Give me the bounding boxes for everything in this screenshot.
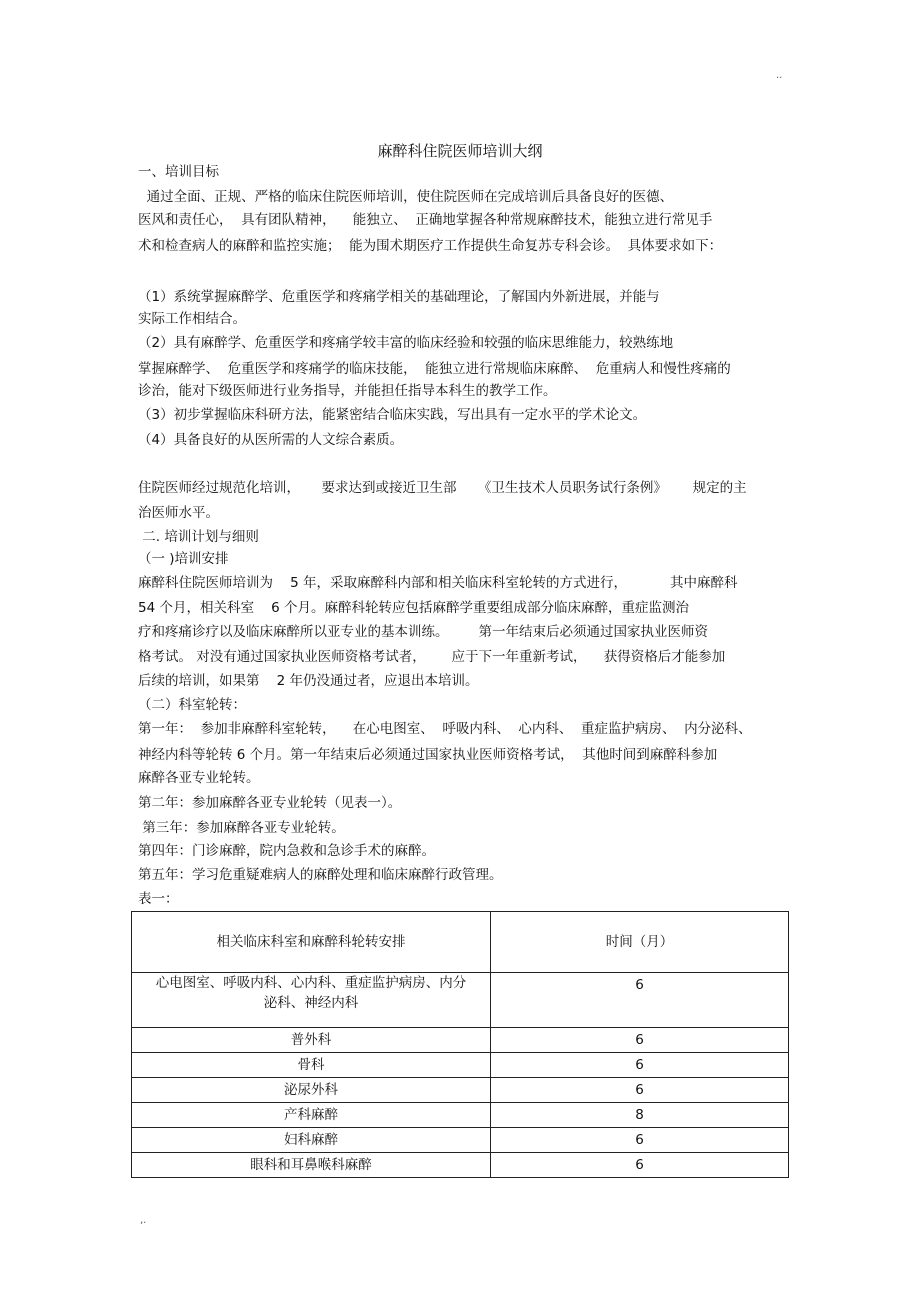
table-cell: 产科麻醉 [132, 1103, 491, 1128]
table-cell: 骨科 [132, 1053, 491, 1078]
table-row [132, 1128, 789, 1153]
text-line: （一 )培训安排 [138, 551, 229, 567]
text-line: 后续的培训，如果第 2 年仍没通过者，应退出本培训。 [138, 673, 479, 689]
text-line: 术和检查病人的麻醉和监控实施； 能为围术期医疗工作提供生命复苏专科会诊。 具体要求如下： [138, 238, 723, 254]
text-line: （2）具有麻醉学、危重医学和疼痛学较丰富的临床经验和较强的临床思维能力，较熟练地 [138, 335, 674, 351]
table-cell: 心电图室、呼吸内科、心内科、重症监护病房、内分泌科、神经内科 [132, 973, 491, 1028]
text-line: 第一年： 参加非麻醉科室轮转， 在心电图室、 呼吸内科、 心内科、 重症监护病房、 内分泌科、 [138, 721, 752, 737]
page-title: 麻醉科住院医师培训大纲 [377, 142, 543, 160]
table-row [132, 1103, 789, 1128]
table-cell: 泌尿外科 [132, 1078, 491, 1103]
text-line: 诊治，能对下级医师进行业务指导，并能担任指导本科生的教学工作。 [138, 383, 557, 399]
table-row [132, 1153, 789, 1178]
text-line: 54 个月，相关科室 6 个月。麻醉科轮转应包括麻醉学重要组成部分临床麻醉，重症监测治 [138, 600, 690, 616]
text-line: 住院医师经过规范化培训， 要求达到或接近卫生部 《卫生技术人员职务试行条例》 规定的主 [138, 480, 747, 496]
table-header: 相关临床科室和麻醉科轮转安排 [132, 912, 491, 973]
table-row [132, 973, 789, 1028]
text-line: 医风和责任心， 具有团队精神， 能独立、 正确地掌握各种常规麻醉技术，能独立进行常见手 [138, 212, 713, 228]
corner-mark: .. [776, 70, 783, 81]
rotation-table [131, 911, 789, 1178]
table-cell: 普外科 [132, 1028, 491, 1053]
text-line: 一、培训目标 [138, 164, 219, 180]
table-header: 时间（月） [491, 912, 789, 973]
text-line: 二. 培训计划与细则 [138, 529, 259, 545]
text-line: 掌握麻醉学、 危重医学和疼痛学的临床技能， 能独立进行常规临床麻醉、 危重病人和慢性疼痛的 [138, 361, 731, 377]
text-line: 格考试。 对没有通过国家执业医师资格考试者， 应于下一年重新考试， 获得资格后才能参加 [138, 649, 726, 665]
table-cell: 6 [491, 1028, 789, 1053]
corner-mark: ,. [140, 1215, 147, 1226]
text-line: （二）科室轮转： [138, 697, 246, 713]
text-line: 神经内科等轮转 6 个月。第一年结束后必须通过国家执业医师资格考试， 其他时间到麻醉科参加 [138, 747, 718, 763]
table-cell: 6 [491, 1128, 789, 1153]
text-line: 表一： [138, 891, 179, 907]
text-line: 第五年：学习危重疑难病人的麻醉处理和临床麻醉行政管理。 [138, 867, 503, 883]
table-cell: 6 [491, 1053, 789, 1078]
text-line: （3）初步掌握临床科研方法，能紧密结合临床实践，写出具有一定水平的学术论文。 [138, 407, 647, 423]
table-cell: 6 [491, 1078, 789, 1103]
table-cell: 6 [491, 973, 789, 1028]
text-line: 第二年：参加麻醉各亚专业轮转（见表一）。 [138, 795, 402, 811]
text-line: （1）系统掌握麻醉学、危重医学和疼痛学相关的基础理论，了解国内外新进展，并能与 [138, 289, 660, 305]
text-line: （4）具备良好的从医所需的人文综合素质。 [138, 432, 404, 448]
text-line: 第三年：参加麻醉各亚专业轮转。 [138, 820, 345, 836]
table-row [132, 1053, 789, 1078]
text-line: 治医师水平。 [138, 505, 219, 521]
text-line: 麻醉科住院医师培训为 5 年，采取麻醉科内部和相关临床科室轮转的方式进行， 其中麻醉科 [138, 575, 738, 591]
text-line: 麻醉各亚专业轮转。 [138, 770, 260, 786]
table-cell: 妇科麻醉 [132, 1128, 491, 1153]
text-line: 第四年：门诊麻醉，院内急救和急诊手术的麻醉。 [138, 843, 435, 859]
table-row [132, 1078, 789, 1103]
table-row [132, 1028, 789, 1053]
text-line: 疗和疼痛诊疗以及临床麻醉所以亚专业的基本训练。 第一年结束后必须通过国家执业医师资 [138, 624, 709, 640]
text-line: 实际工作相结合。 [138, 311, 246, 327]
text-line: 通过全面、正规、严格的临床住院医师培训，使住院医师在完成培训后具备良好的医德、 [138, 189, 674, 205]
table-cell: 8 [491, 1103, 789, 1128]
table-cell: 6 [491, 1153, 789, 1178]
table-cell: 眼科和耳鼻喉科麻醉 [132, 1153, 491, 1178]
table-header-row [132, 912, 789, 973]
